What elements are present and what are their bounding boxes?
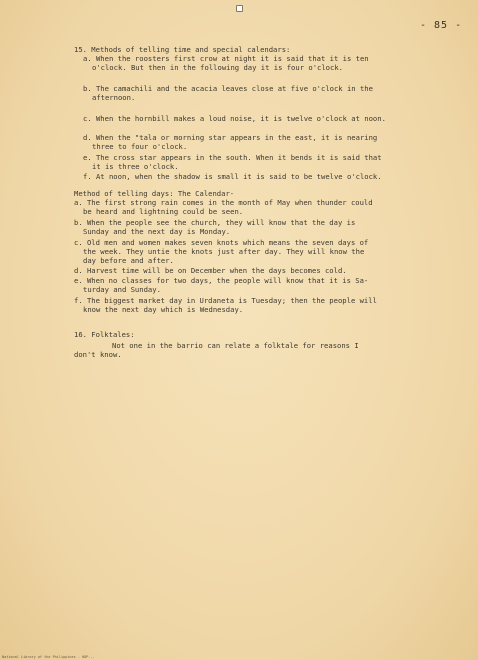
text-line: know the next day which is Wednesday. <box>83 305 244 314</box>
text-line: f. The biggest market day in Urdaneta is Tuesday; then the people will <box>74 296 377 305</box>
text-line: f. At noon, when the shadow is small it is said to be twelve o'clock. <box>83 172 382 181</box>
text-line: a. The first strong rain comes in the month of May when thunder could <box>74 198 373 207</box>
text-line: afternoon. <box>92 93 136 102</box>
text-line: d. When the "tala or morning star appears in the east, it is nearing <box>83 133 378 142</box>
text-line: turday and Sunday. <box>83 285 161 294</box>
text-line: the week. They untie the knots just after day. They will know the <box>83 247 365 256</box>
text-line: it is three o'clock. <box>92 162 179 171</box>
page-number: - 85 - <box>420 20 463 31</box>
text-line: c. Old men and women makes seven knots which means the seven days of <box>74 238 369 247</box>
text-line: b. The camachili and the acacia leaves close at five o'clock in the <box>83 84 373 93</box>
text-line: Not one in the barrio can relate a folktale for reasons I <box>112 341 359 350</box>
text-line: day before and after. <box>83 256 174 265</box>
text-line: c. When the hornbill makes a loud noise, it is twelve o'clock at noon. <box>83 114 386 123</box>
punch-hole <box>236 5 243 12</box>
text-line: 16. Folktales: <box>74 330 135 339</box>
text-line: o'clock. But then in the following day it is four o'clock. <box>92 63 343 72</box>
text-line: a. When the roosters first crow at night it is said that it is ten <box>83 54 369 63</box>
text-line: e. The cross star appears in the south. When it bends it is said that <box>83 153 382 162</box>
text-line: three to four o'clock. <box>92 142 188 151</box>
text-line: be heard and lightning could be seen. <box>83 207 244 216</box>
text-line: 15. Methods of telling time and special calendars: <box>74 45 291 54</box>
footer-text: National Library of the Philippines - HDP... <box>2 655 95 659</box>
text-line: e. When no classes for two days, the people will know that it is Sa- <box>74 276 369 285</box>
text-line: Method of telling days: The Calendar- <box>74 189 235 198</box>
text-line: d. Harvest time will be on December when the days becomes cold. <box>74 266 347 275</box>
text-line: Sunday and the next day is Monday. <box>83 227 231 236</box>
text-line: b. When the people see the church, they will know that the day is <box>74 218 356 227</box>
text-line: don't know. <box>74 350 122 359</box>
